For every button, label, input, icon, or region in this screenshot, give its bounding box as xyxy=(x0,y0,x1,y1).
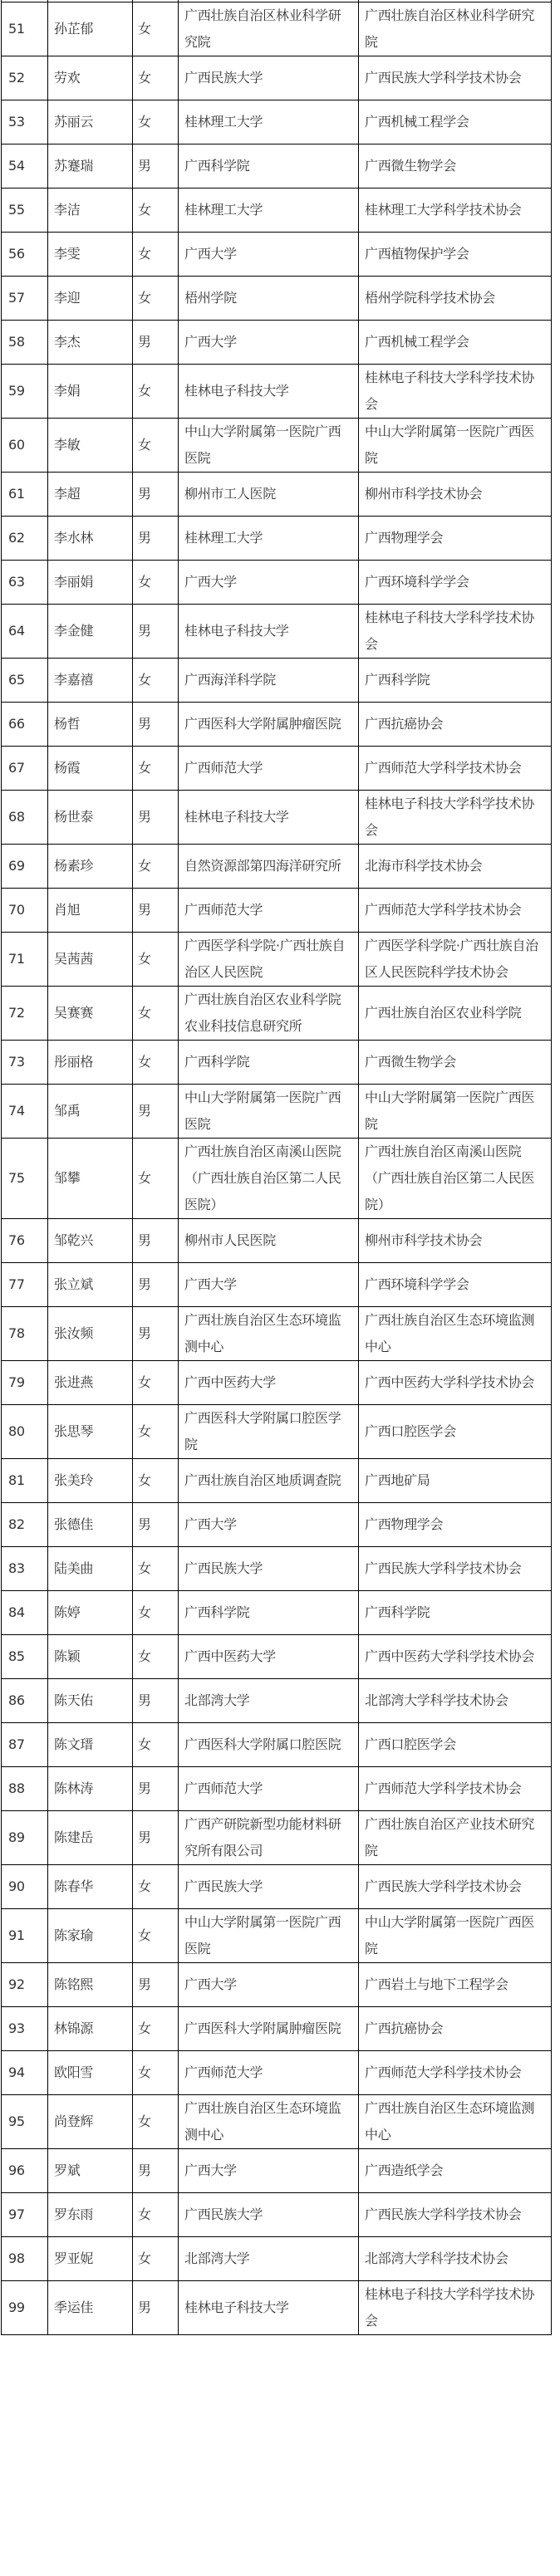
cell-name: 李洁 xyxy=(48,189,133,233)
table-row xyxy=(2,1263,552,1307)
cell-recommending-unit: 广西物理学会 xyxy=(359,1503,552,1547)
cell-recommending-unit: 广西师范大学科学技术协会 xyxy=(359,747,552,791)
cell-number: 69 xyxy=(2,845,48,889)
cell-number: 82 xyxy=(2,1503,48,1547)
cell-gender: 女 xyxy=(133,2051,179,2095)
cell-name: 陆美曲 xyxy=(48,1547,133,1591)
cell-name: 孙芷郁 xyxy=(48,2,133,56)
cell-recommending-unit: 桂林理工大学科学技术协会 xyxy=(359,189,552,233)
cell-number: 88 xyxy=(2,1767,48,1811)
cell-recommending-unit: 广西抗癌协会 xyxy=(359,2007,552,2051)
cell-recommending-unit: 广西岩土与地下工程学会 xyxy=(359,1963,552,2007)
cell-name: 张思琴 xyxy=(48,1405,133,1459)
cell-gender: 男 xyxy=(133,1811,179,1865)
cell-institution: 广西医科大学附属口腔医院 xyxy=(179,1723,359,1767)
cell-institution: 广西产研院新型功能材料研究所有限公司 xyxy=(179,1811,359,1865)
cell-institution: 广西壮族自治区生态环境监测中心 xyxy=(179,2095,359,2149)
cell-number: 52 xyxy=(2,56,48,100)
cell-number: 75 xyxy=(2,1139,48,1219)
cell-recommending-unit: 桂林电子科技大学科学技术协会 xyxy=(359,791,552,845)
cell-gender: 女 xyxy=(133,1361,179,1405)
cell-recommending-unit: 中山大学附属第一医院广西医院 xyxy=(359,1909,552,1963)
cell-institution: 广西大学 xyxy=(179,561,359,605)
cell-gender: 男 xyxy=(133,2149,179,2193)
cell-institution: 广西民族大学 xyxy=(179,1865,359,1909)
cell-gender: 男 xyxy=(133,1085,179,1139)
cell-gender: 男 xyxy=(133,517,179,561)
cell-institution: 广西壮族自治区林业科学研究院 xyxy=(179,2,359,56)
cell-number: 92 xyxy=(2,1963,48,2007)
cell-institution: 北部湾大学 xyxy=(179,1679,359,1723)
table-row xyxy=(2,1219,552,1263)
cell-number: 74 xyxy=(2,1085,48,1139)
cell-number: 85 xyxy=(2,1635,48,1679)
cell-gender: 女 xyxy=(133,1139,179,1219)
cell-number: 66 xyxy=(2,703,48,747)
cell-number: 86 xyxy=(2,1679,48,1723)
cell-institution: 广西壮族自治区生态环境监测中心 xyxy=(179,1307,359,1361)
cell-gender: 女 xyxy=(133,659,179,703)
cell-name: 邹乾兴 xyxy=(48,1219,133,1263)
cell-recommending-unit: 广西环境科学学会 xyxy=(359,561,552,605)
cell-gender: 女 xyxy=(133,1723,179,1767)
cell-number: 79 xyxy=(2,1361,48,1405)
cell-number: 90 xyxy=(2,1865,48,1909)
cell-number: 58 xyxy=(2,321,48,365)
table-row xyxy=(2,144,552,189)
table-row xyxy=(2,1591,552,1635)
cell-gender: 女 xyxy=(133,2,179,56)
cell-name: 陈春华 xyxy=(48,1865,133,1909)
table-row xyxy=(2,517,552,561)
cell-gender: 男 xyxy=(133,1263,179,1307)
table-row xyxy=(2,2281,552,2335)
cell-name: 张汝频 xyxy=(48,1307,133,1361)
cell-recommending-unit: 北海市科学技术协会 xyxy=(359,845,552,889)
cell-gender: 女 xyxy=(133,1591,179,1635)
cell-gender: 男 xyxy=(133,1767,179,1811)
cell-gender: 女 xyxy=(133,1865,179,1909)
cell-name: 罗东雨 xyxy=(48,2193,133,2237)
cell-recommending-unit: 广西机械工程学会 xyxy=(359,100,552,144)
table-row xyxy=(2,659,552,703)
cell-name: 欧阳雪 xyxy=(48,2051,133,2095)
cell-gender: 男 xyxy=(133,791,179,845)
cell-institution: 中山大学附属第一医院广西医院 xyxy=(179,1909,359,1963)
cell-number: 99 xyxy=(2,2281,48,2335)
cell-institution: 广西大学 xyxy=(179,1503,359,1547)
cell-name: 吴赛赛 xyxy=(48,987,133,1041)
cell-institution: 广西大学 xyxy=(179,321,359,365)
table-row xyxy=(2,605,552,659)
cell-number: 61 xyxy=(2,473,48,517)
cell-name: 吴茜茜 xyxy=(48,933,133,987)
cell-name: 邹攀 xyxy=(48,1139,133,1219)
cell-number: 80 xyxy=(2,1405,48,1459)
cell-institution: 广西医学科学院·广西壮族自治区人民医院 xyxy=(179,933,359,987)
cell-recommending-unit: 广西壮族自治区生态环境监测中心 xyxy=(359,2095,552,2149)
cell-name: 陈婷 xyxy=(48,1591,133,1635)
cell-name: 李敏 xyxy=(48,419,133,473)
table-row xyxy=(2,1361,552,1405)
cell-name: 李娟 xyxy=(48,365,133,419)
cell-number: 95 xyxy=(2,2095,48,2149)
table-row xyxy=(2,1909,552,1963)
cell-number: 72 xyxy=(2,987,48,1041)
table-row xyxy=(2,2149,552,2193)
cell-institution: 桂林理工大学 xyxy=(179,517,359,561)
cell-name: 陈天佑 xyxy=(48,1679,133,1723)
cell-recommending-unit: 广西中医药大学科学技术协会 xyxy=(359,1635,552,1679)
cell-number: 68 xyxy=(2,791,48,845)
cell-recommending-unit: 广西科学院 xyxy=(359,659,552,703)
cell-gender: 女 xyxy=(133,233,179,277)
cell-number: 59 xyxy=(2,365,48,419)
table-row xyxy=(2,1811,552,1865)
cell-number: 51 xyxy=(2,2,48,56)
cell-name: 杨素珍 xyxy=(48,845,133,889)
cell-name: 尚登辉 xyxy=(48,2095,133,2149)
cell-gender: 女 xyxy=(133,56,179,100)
cell-institution: 柳州市人民医院 xyxy=(179,1219,359,1263)
table-row xyxy=(2,1963,552,2007)
cell-recommending-unit: 广西机械工程学会 xyxy=(359,321,552,365)
cell-number: 83 xyxy=(2,1547,48,1591)
cell-number: 94 xyxy=(2,2051,48,2095)
cell-institution: 广西壮族自治区农业科学院农业科技信息研究所 xyxy=(179,987,359,1041)
cell-number: 81 xyxy=(2,1459,48,1503)
cell-institution: 桂林电子科技大学 xyxy=(179,2281,359,2335)
cell-gender: 女 xyxy=(133,2237,179,2281)
cell-recommending-unit: 广西师范大学科学技术协会 xyxy=(359,889,552,933)
cell-gender: 男 xyxy=(133,703,179,747)
cell-institution: 桂林理工大学 xyxy=(179,189,359,233)
cell-gender: 女 xyxy=(133,1041,179,1085)
cell-gender: 男 xyxy=(133,605,179,659)
cell-gender: 女 xyxy=(133,100,179,144)
cell-recommending-unit: 广西民族大学科学技术协会 xyxy=(359,1865,552,1909)
table-row xyxy=(2,1547,552,1591)
cell-recommending-unit: 广西中医药大学科学技术协会 xyxy=(359,1361,552,1405)
cell-name: 杨哲 xyxy=(48,703,133,747)
cell-number: 77 xyxy=(2,1263,48,1307)
cell-recommending-unit: 中山大学附属第一医院广西医院 xyxy=(359,419,552,473)
cell-recommending-unit: 广西抗癌协会 xyxy=(359,703,552,747)
cell-gender: 女 xyxy=(133,2095,179,2149)
cell-institution: 桂林电子科技大学 xyxy=(179,605,359,659)
table-row xyxy=(2,747,552,791)
cell-name: 杨世泰 xyxy=(48,791,133,845)
cell-number: 76 xyxy=(2,1219,48,1263)
cell-gender: 男 xyxy=(133,321,179,365)
cell-recommending-unit: 桂林电子科技大学科学技术协会 xyxy=(359,2281,552,2335)
cell-institution: 广西民族大学 xyxy=(179,1547,359,1591)
cell-name: 林锦源 xyxy=(48,2007,133,2051)
cell-name: 罗亚妮 xyxy=(48,2237,133,2281)
table-row xyxy=(2,2,552,56)
table-row xyxy=(2,845,552,889)
cell-name: 陈建岳 xyxy=(48,1811,133,1865)
cell-recommending-unit: 广西微生物学会 xyxy=(359,144,552,189)
table-row xyxy=(2,791,552,845)
cell-gender: 女 xyxy=(133,1459,179,1503)
cell-recommending-unit: 梧州学院科学技术协会 xyxy=(359,277,552,321)
table-row xyxy=(2,561,552,605)
table-row xyxy=(2,1085,552,1139)
cell-number: 57 xyxy=(2,277,48,321)
cell-institution: 北部湾大学 xyxy=(179,2237,359,2281)
cell-name: 李雯 xyxy=(48,233,133,277)
cell-institution: 广西壮族自治区南溪山医院（广西壮族自治区第二人民医院） xyxy=(179,1139,359,1219)
cell-gender: 男 xyxy=(133,2281,179,2335)
table-row xyxy=(2,1635,552,1679)
cell-name: 杨霞 xyxy=(48,747,133,791)
cell-name: 苏蹇瑞 xyxy=(48,144,133,189)
cell-recommending-unit: 广西师范大学科学技术协会 xyxy=(359,1767,552,1811)
cell-name: 邹禹 xyxy=(48,1085,133,1139)
cell-institution: 自然资源部第四海洋研究所 xyxy=(179,845,359,889)
cell-recommending-unit: 桂林电子科技大学科学技术协会 xyxy=(359,365,552,419)
cell-gender: 女 xyxy=(133,277,179,321)
cell-recommending-unit: 广西师范大学科学技术协会 xyxy=(359,2051,552,2095)
cell-recommending-unit: 广西物理学会 xyxy=(359,517,552,561)
cell-recommending-unit: 广西壮族自治区农业科学院 xyxy=(359,987,552,1041)
cell-number: 62 xyxy=(2,517,48,561)
cell-number: 97 xyxy=(2,2193,48,2237)
table-row xyxy=(2,933,552,987)
cell-number: 98 xyxy=(2,2237,48,2281)
cell-name: 李金健 xyxy=(48,605,133,659)
table-row xyxy=(2,321,552,365)
table-row xyxy=(2,56,552,100)
cell-recommending-unit: 北部湾大学科学技术协会 xyxy=(359,1679,552,1723)
cell-recommending-unit: 广西民族大学科学技术协会 xyxy=(359,56,552,100)
cell-gender: 女 xyxy=(133,845,179,889)
cell-name: 李迎 xyxy=(48,277,133,321)
cell-gender: 女 xyxy=(133,561,179,605)
table-row xyxy=(2,1307,552,1361)
cell-gender: 女 xyxy=(133,1547,179,1591)
cell-number: 71 xyxy=(2,933,48,987)
cell-institution: 中山大学附属第一医院广西医院 xyxy=(179,1085,359,1139)
cell-gender: 男 xyxy=(133,1219,179,1263)
cell-gender: 女 xyxy=(133,189,179,233)
cell-institution: 梧州学院 xyxy=(179,277,359,321)
table-row xyxy=(2,419,552,473)
cell-institution: 广西师范大学 xyxy=(179,2051,359,2095)
cell-gender: 男 xyxy=(133,473,179,517)
cell-number: 78 xyxy=(2,1307,48,1361)
cell-institution: 广西中医药大学 xyxy=(179,1635,359,1679)
cell-name: 陈颖 xyxy=(48,1635,133,1679)
cell-institution: 广西医科大学附属肿瘤医院 xyxy=(179,703,359,747)
table-row xyxy=(2,1767,552,1811)
cell-number: 54 xyxy=(2,144,48,189)
cell-number: 53 xyxy=(2,100,48,144)
cell-gender: 女 xyxy=(133,747,179,791)
table-row xyxy=(2,1503,552,1547)
cell-name: 李杰 xyxy=(48,321,133,365)
table-row xyxy=(2,1041,552,1085)
cell-number: 87 xyxy=(2,1723,48,1767)
cell-recommending-unit: 广西环境科学学会 xyxy=(359,1263,552,1307)
cell-number: 89 xyxy=(2,1811,48,1865)
table-row xyxy=(2,277,552,321)
cell-institution: 柳州市工人医院 xyxy=(179,473,359,517)
cell-name: 李丽娟 xyxy=(48,561,133,605)
table-row xyxy=(2,2051,552,2095)
cell-recommending-unit: 桂林电子科技大学科学技术协会 xyxy=(359,605,552,659)
cell-number: 63 xyxy=(2,561,48,605)
cell-name: 李水林 xyxy=(48,517,133,561)
cell-recommending-unit: 广西壮族自治区林业科学研究院 xyxy=(359,2,552,56)
cell-gender: 女 xyxy=(133,933,179,987)
cell-recommending-unit: 广西造纸学会 xyxy=(359,2149,552,2193)
cell-name: 张德佳 xyxy=(48,1503,133,1547)
table-row xyxy=(2,189,552,233)
cell-number: 56 xyxy=(2,233,48,277)
cell-name: 苏丽云 xyxy=(48,100,133,144)
cell-institution: 广西科学院 xyxy=(179,144,359,189)
cell-recommending-unit: 广西壮族自治区生态环境监测中心 xyxy=(359,1307,552,1361)
cell-institution: 广西壮族自治区地质调查院 xyxy=(179,1459,359,1503)
cell-name: 陈家瑜 xyxy=(48,1909,133,1963)
cell-institution: 广西科学院 xyxy=(179,1591,359,1635)
cell-institution: 广西大学 xyxy=(179,233,359,277)
cell-institution: 广西民族大学 xyxy=(179,56,359,100)
cell-gender: 女 xyxy=(133,365,179,419)
table-row xyxy=(2,233,552,277)
table-row xyxy=(2,473,552,517)
cell-name: 李超 xyxy=(48,473,133,517)
cell-gender: 男 xyxy=(133,1963,179,2007)
cell-name: 李嘉禧 xyxy=(48,659,133,703)
cell-gender: 女 xyxy=(133,419,179,473)
table-row xyxy=(2,365,552,419)
cell-institution: 广西大学 xyxy=(179,1263,359,1307)
cell-institution: 广西中医药大学 xyxy=(179,1361,359,1405)
cell-institution: 中山大学附属第一医院广西医院 xyxy=(179,419,359,473)
table-row xyxy=(2,703,552,747)
cell-recommending-unit: 北部湾大学科学技术协会 xyxy=(359,2237,552,2281)
cell-name: 罗斌 xyxy=(48,2149,133,2193)
cell-institution: 广西师范大学 xyxy=(179,1767,359,1811)
table-wrapper xyxy=(1,0,552,2335)
table-row xyxy=(2,889,552,933)
awardee-table xyxy=(1,0,552,2335)
cell-gender: 女 xyxy=(133,2007,179,2051)
cell-name: 彤丽格 xyxy=(48,1041,133,1085)
cell-number: 96 xyxy=(2,2149,48,2193)
table-row xyxy=(2,1865,552,1909)
table-row xyxy=(2,1405,552,1459)
cell-institution: 桂林电子科技大学 xyxy=(179,365,359,419)
cell-institution: 广西医科大学附属口腔医学院 xyxy=(179,1405,359,1459)
cell-gender: 男 xyxy=(133,144,179,189)
cell-gender: 女 xyxy=(133,987,179,1041)
cell-institution: 广西师范大学 xyxy=(179,889,359,933)
cell-gender: 男 xyxy=(133,889,179,933)
table-row xyxy=(2,1723,552,1767)
cell-gender: 女 xyxy=(133,1635,179,1679)
cell-gender: 男 xyxy=(133,1503,179,1547)
table-row xyxy=(2,2237,552,2281)
cell-gender: 女 xyxy=(133,2193,179,2237)
cell-institution: 广西科学院 xyxy=(179,1041,359,1085)
cell-gender: 女 xyxy=(133,1909,179,1963)
cell-name: 陈铭熙 xyxy=(48,1963,133,2007)
cell-institution: 广西医科大学附属肿瘤医院 xyxy=(179,2007,359,2051)
cell-recommending-unit: 柳州市科学技术协会 xyxy=(359,473,552,517)
cell-number: 84 xyxy=(2,1591,48,1635)
cell-number: 91 xyxy=(2,1909,48,1963)
table-row xyxy=(2,100,552,144)
cell-number: 55 xyxy=(2,189,48,233)
cell-number: 64 xyxy=(2,605,48,659)
cell-recommending-unit: 广西口腔医学会 xyxy=(359,1723,552,1767)
cell-gender: 男 xyxy=(133,1307,179,1361)
cell-name: 张进燕 xyxy=(48,1361,133,1405)
cell-number: 70 xyxy=(2,889,48,933)
cell-recommending-unit: 广西口腔医学会 xyxy=(359,1405,552,1459)
cell-number: 65 xyxy=(2,659,48,703)
table-row xyxy=(2,987,552,1041)
cell-recommending-unit: 中山大学附属第一医院广西医院 xyxy=(359,1085,552,1139)
cell-institution: 桂林电子科技大学 xyxy=(179,791,359,845)
table-row xyxy=(2,1459,552,1503)
cell-name: 肖旭 xyxy=(48,889,133,933)
cell-recommending-unit: 广西植物保护学会 xyxy=(359,233,552,277)
cell-institution: 广西师范大学 xyxy=(179,747,359,791)
table-row xyxy=(2,1679,552,1723)
cell-name: 劳欢 xyxy=(48,56,133,100)
cell-name: 季运佳 xyxy=(48,2281,133,2335)
cell-name: 陈林涛 xyxy=(48,1767,133,1811)
table-row xyxy=(2,2095,552,2149)
table-body xyxy=(2,0,552,2335)
cell-recommending-unit: 广西科学院 xyxy=(359,1591,552,1635)
cell-institution: 广西海洋科学院 xyxy=(179,659,359,703)
cell-number: 73 xyxy=(2,1041,48,1085)
cell-gender: 女 xyxy=(133,1405,179,1459)
cell-institution: 广西大学 xyxy=(179,2149,359,2193)
cell-institution: 广西民族大学 xyxy=(179,2193,359,2237)
cell-number: 67 xyxy=(2,747,48,791)
cell-institution: 广西大学 xyxy=(179,1963,359,2007)
table-row xyxy=(2,2193,552,2237)
table-row xyxy=(2,2007,552,2051)
cell-recommending-unit: 广西地矿局 xyxy=(359,1459,552,1503)
cell-institution: 桂林理工大学 xyxy=(179,100,359,144)
cell-recommending-unit: 广西民族大学科学技术协会 xyxy=(359,2193,552,2237)
cell-recommending-unit: 广西民族大学科学技术协会 xyxy=(359,1547,552,1591)
cell-name: 陈文瑨 xyxy=(48,1723,133,1767)
cell-recommending-unit: 柳州市科学技术协会 xyxy=(359,1219,552,1263)
cell-number: 93 xyxy=(2,2007,48,2051)
cell-recommending-unit: 广西壮族自治区产业技术研究院 xyxy=(359,1811,552,1865)
cell-recommending-unit: 广西医学科学院·广西壮族自治区人民医院科学技术协会 xyxy=(359,933,552,987)
cell-name: 张美玲 xyxy=(48,1459,133,1503)
cell-name: 张立斌 xyxy=(48,1263,133,1307)
cell-recommending-unit: 广西微生物学会 xyxy=(359,1041,552,1085)
cell-recommending-unit: 广西壮族自治区南溪山医院（广西壮族自治区第二人民医院） xyxy=(359,1139,552,1219)
cell-gender: 男 xyxy=(133,1679,179,1723)
table-row xyxy=(2,1139,552,1219)
cell-number: 60 xyxy=(2,419,48,473)
